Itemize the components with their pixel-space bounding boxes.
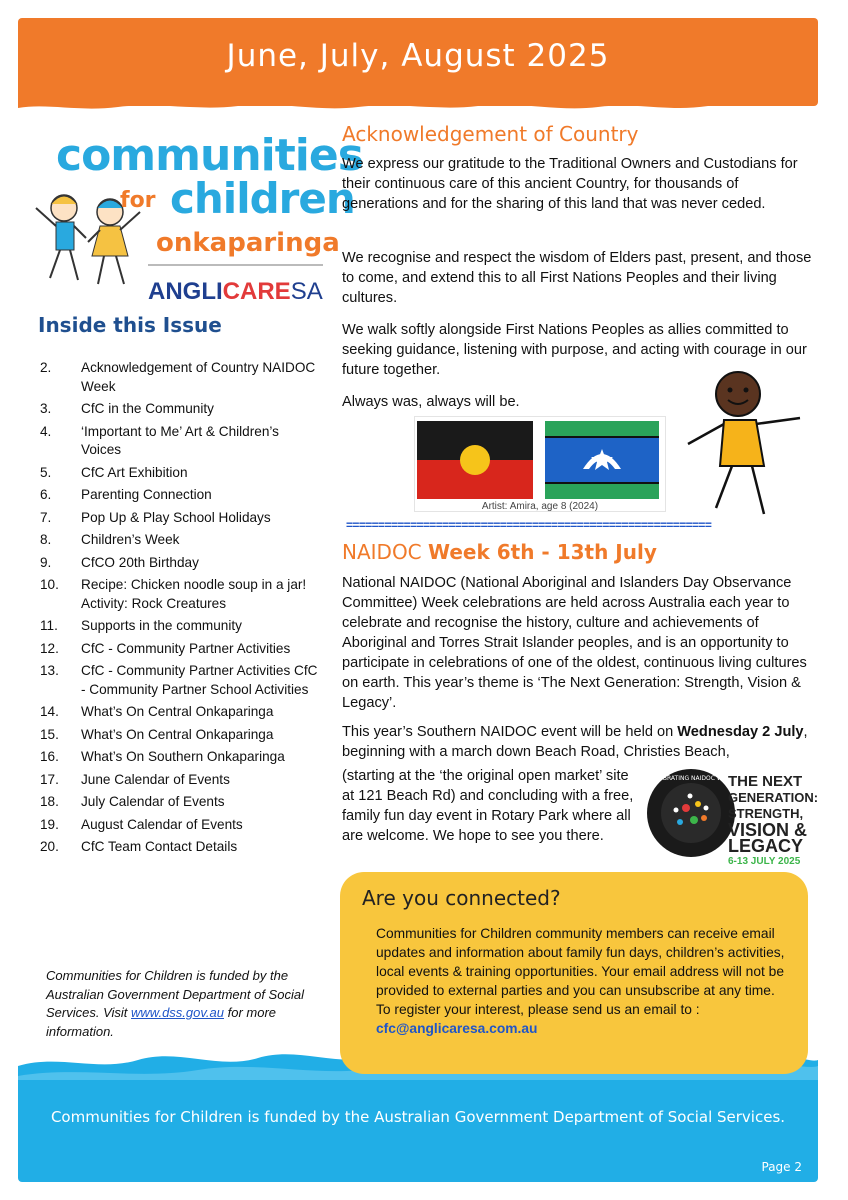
naidoc-p2-date: Wednesday 2 July: [677, 724, 804, 740]
contents-item-text: Children’s Week: [81, 532, 180, 547]
contents-item-number: 6.: [40, 487, 52, 502]
page-number: Page 2: [761, 1160, 802, 1174]
contents-item-number: 19.: [40, 816, 59, 832]
contents-item-text: CfC Team Contact Details: [81, 839, 238, 854]
contents-item: [40, 726, 322, 745]
contents-item: [40, 640, 322, 659]
naidoc-p2-a: This year’s Southern NAIDOC event will be held on: [342, 724, 678, 740]
naidoc-title-a: NAIDOC: [342, 540, 429, 564]
contents-item-text: Supports in the community: [81, 618, 242, 633]
theme-line-1: THE NEXT: [728, 773, 803, 790]
contents-item-text: What’s On Southern Onkaparinga: [81, 749, 285, 764]
naidoc-p3: (starting at the ‘the original open market’ site at 121 Beach Rd) and concluding with a free, family fun day event in Rotary Park where all are welcome. We hope to see you there.: [342, 768, 634, 844]
contents-item: [40, 662, 322, 699]
section-divider: =========================================================: [346, 518, 712, 532]
connected-box: [340, 872, 808, 1074]
header-title: June, July, August 2025: [226, 38, 610, 74]
theme-line-2: GENERATION: STRENGTH,: [728, 790, 819, 821]
contents-item-number: 15.: [40, 726, 59, 742]
contents-item-text: Recipe: Chicken noodle soup in a jar! Activity: Rock Creatures: [81, 577, 307, 611]
flags-artwork: [414, 416, 666, 512]
anglicare-part-2: CARE: [222, 278, 291, 305]
acknowledgement-p2: We recognise and respect the wisdom of Elders past, present, and those to come, and extend this to all First Nations Peoples and their living cultures.: [342, 250, 812, 306]
contents-item-text: What’s On Central Onkaparinga: [81, 704, 274, 719]
contents-item: [40, 509, 322, 528]
anglicare-part-3: SA: [290, 278, 323, 305]
contents-item-number: 20.: [40, 839, 59, 854]
contents-item-text: ‘Important to Me’ Art & Children’s Voices: [81, 423, 279, 457]
contents-item: [40, 576, 322, 613]
child-drawing-icon: [680, 366, 812, 522]
theme-line-4: 6-13 JULY 2025: [728, 856, 801, 867]
contents-item: [40, 816, 322, 835]
logo-children: children: [170, 174, 355, 223]
contents-item-text: August Calendar of Events: [81, 816, 243, 832]
naidoc-title: [342, 540, 657, 564]
contents-item: [40, 771, 322, 790]
connected-register-text: To register your interest, please send us an email to :: [376, 1002, 700, 1017]
badge-text: CELEBRATING NAIDOC WEEK: [647, 775, 735, 782]
contents-item-text: June Calendar of Events: [81, 771, 230, 787]
contents-item: [40, 359, 322, 396]
inside-this-issue-title: Inside this Issue: [38, 313, 222, 337]
contents-list: [40, 359, 322, 861]
contents-item-text: Parenting Connection: [81, 487, 212, 502]
dss-link[interactable]: www.dss.gov.au: [131, 1005, 224, 1020]
contents-item-number: 12.: [40, 640, 59, 656]
contents-item-text: What’s On Central Onkaparinga: [81, 726, 274, 742]
acknowledgement-p1: We express our gratitude to the Traditional Owners and Custodians for their continuous care of this ancient Country, for thousands of generations and for the sharing of this land that was never ceded.: [342, 156, 798, 212]
contents-item-text: Pop Up & Play School Holidays: [81, 509, 271, 525]
contents-item: [40, 838, 322, 857]
funded-note: [46, 967, 326, 1041]
header-banner: [18, 18, 818, 106]
acknowledgement-p4: Always was, always will be.: [342, 394, 520, 410]
contents-item-number: 7.: [40, 509, 52, 525]
contents-item: [40, 400, 322, 419]
contents-item: [40, 793, 322, 812]
contents-item-number: 14.: [40, 704, 59, 719]
header-brush-edge: [18, 96, 818, 114]
contents-item-number: 5.: [40, 464, 52, 480]
contents-item-text: CfC - Community Partner Activities: [81, 640, 291, 656]
naidoc-p2: [342, 722, 812, 762]
acknowledgement-title: Acknowledgement of Country: [342, 122, 639, 146]
anglicare-part-1: ANGLI: [148, 278, 223, 305]
contents-item-number: 18.: [40, 794, 59, 809]
connected-email-link[interactable]: cfc@anglicaresa.com.au: [376, 1021, 538, 1036]
contents-item-number: 10.: [40, 577, 59, 592]
logo-onkaparinga: onkaparinga: [156, 228, 340, 258]
contents-item: [40, 748, 322, 767]
footer-funding-text: Communities for Children is funded by the Australian Government Department of Social Services.: [50, 1108, 786, 1126]
contents-item-text: CfC - Community Partner Activities CfC - Community Partner School Activities: [81, 663, 318, 697]
cfc-logo: [28, 128, 363, 318]
contents-item-number: 11.: [40, 618, 58, 633]
contents-item-number: 13.: [40, 663, 59, 678]
contents-item: [40, 554, 322, 573]
funded-note-after: for more information.: [46, 1005, 276, 1039]
contents-item: [40, 703, 322, 722]
contents-item: [40, 617, 322, 636]
naidoc-p1: National NAIDOC (National Aboriginal and Islanders Day Observance Committee) Week celebrations are held across Australia each year to celebrate and recognise the history, culture and achievements of Aboriginal and Torres Strait Islander peoples, and is an opportunity to participate in celebrations of one of the oldest, continuous living cultures on earth. This year’s theme is ‘The Next Generation: Strength, Vision & Legacy’.: [342, 575, 807, 711]
contents-item-number: 9.: [40, 554, 52, 570]
funded-note-text: Communities for Children is funded by the Australian Government Department of Social Services. Visit: [46, 968, 304, 1020]
artist-caption: Artist: Amira, age 8 (2024): [481, 501, 599, 512]
contents-item: [40, 423, 322, 460]
naidoc-theme-logo: [728, 774, 818, 870]
connected-body: [376, 924, 796, 1038]
contents-item-number: 3.: [40, 401, 52, 416]
contents-item-number: 2.: [40, 360, 52, 375]
contents-item-number: 16.: [40, 749, 59, 764]
contents-item: [40, 531, 322, 550]
contents-item-number: 8.: [40, 532, 52, 547]
contents-item-text: July Calendar of Events: [81, 794, 225, 809]
footer-banner: [18, 1080, 818, 1182]
acknowledgement-p3: We walk softly alongside First Nations Peoples as allies committed to seeking guidance, listening with purpose, and acting with courage in our future together.: [342, 322, 807, 378]
naidoc-badge-icon: [646, 768, 736, 858]
theme-line-3: VISION & LEGACY: [728, 820, 808, 856]
contents-item-number: 4.: [40, 423, 52, 439]
contents-item-text: CfC in the Community: [81, 401, 214, 416]
contents-item: [40, 464, 322, 483]
contents-item-number: 17.: [40, 771, 59, 787]
anglicare-logo: [148, 278, 323, 306]
contents-item-text: CfC Art Exhibition: [81, 464, 188, 480]
connected-body-text: Communities for Children community members can receive email updates and information about family fun days, children’s activities, local events & training opportunities. Your email address will not be provided to external parties and you can unsubscribe at any time.: [376, 926, 785, 998]
connected-title: Are you connected?: [362, 886, 561, 910]
logo-communities: communities: [56, 130, 363, 181]
naidoc-title-b: Week 6th - 13th July: [428, 540, 657, 564]
contents-item: [40, 486, 322, 505]
contents-item-text: CfCO 20th Birthday: [81, 554, 199, 570]
contents-item-text: Acknowledgement of Country NAIDOC Week: [81, 360, 316, 394]
logo-for: for: [120, 188, 156, 213]
aboriginal-flag-icon: [417, 421, 533, 499]
naidoc-p2-b: , beginning with a march down Beach Road, Christies Beach,: [342, 724, 808, 760]
logo-rule: [148, 264, 323, 266]
torres-strait-flag-icon: [545, 421, 659, 499]
